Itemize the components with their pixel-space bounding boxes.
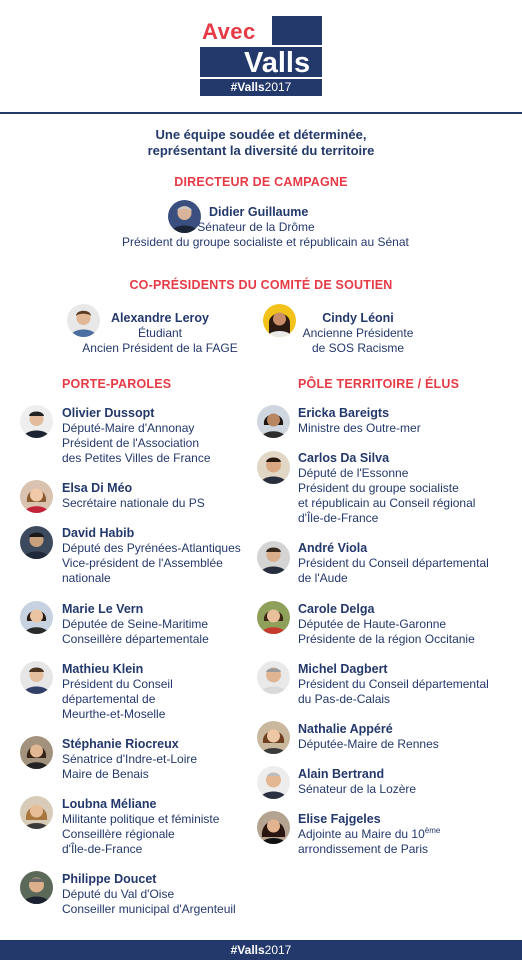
person-name: Stéphanie Riocreux (62, 737, 179, 751)
person-role: Députée de Haute-Garonne (298, 617, 447, 631)
person-role: Ancienne Présidente (302, 326, 414, 340)
person-role: Conseillère régionale (62, 827, 175, 841)
person-elu (298, 451, 475, 526)
person-role: Député des Pyrénées-Atlantiques (62, 541, 241, 555)
avatar (20, 480, 53, 513)
person-role: Sénateur de la Drôme (197, 220, 315, 234)
person-role: Président du groupe socialiste (298, 481, 459, 495)
logo-word-valls: Valls (244, 47, 311, 79)
section-title-pole-territoire: PÔLE TERRITOIRE / ÉLUS (298, 377, 460, 391)
person-name: Carlos Da Silva (298, 451, 390, 465)
person-role: Député du Val d'Oise (62, 887, 175, 901)
person-name: David Habib (62, 526, 135, 540)
person-role: d'Île-de-France (298, 511, 379, 525)
person-role: et républicain au Conseil régional (298, 496, 476, 510)
person-name: Mathieu Klein (62, 662, 144, 676)
person-elu (298, 541, 489, 586)
avatar (257, 721, 290, 754)
person-role: d'Île-de-France (62, 842, 143, 856)
person-role: Ancien Président de la FAGE (82, 341, 238, 355)
section-title-directeur: DIRECTEUR DE CAMPAGNE (174, 175, 348, 189)
person-name: Marie Le Vern (62, 602, 144, 616)
person-role: Sénatrice d'Indre-et-Loire (62, 752, 198, 766)
person-porte-parole (62, 481, 205, 511)
person-role: Président du Conseil départemental (298, 677, 489, 691)
person-name: Loubna Méliane (62, 797, 157, 811)
avatar (257, 451, 290, 484)
header-divider (0, 112, 522, 114)
person-elu (298, 602, 475, 647)
person-role: Vice-président de l'Assemblée (62, 556, 223, 570)
subtitle: Une équipe soudée et déterminée, représentant la diversité du territoire (147, 127, 375, 158)
person-name: Nathalie Appéré (298, 722, 393, 736)
person-copresident (283, 311, 433, 356)
person-role: Conseillère départementale (62, 632, 209, 646)
person-name: Elise Fajgeles (298, 812, 381, 826)
person-elu (298, 662, 489, 707)
person-porte-parole (62, 662, 173, 722)
logo-avec-valls (200, 16, 322, 96)
avatar (257, 661, 290, 694)
person-name: Ericka Bareigts (298, 406, 390, 420)
person-role: Président du Conseil (62, 677, 173, 691)
person-role: Militante politique et féministe (62, 812, 220, 826)
person-porte-parole (62, 406, 211, 466)
person-copresident (80, 311, 240, 356)
person-name: Alexandre Leroy (111, 311, 209, 325)
person-role: Ministre des Outre-mer (298, 421, 421, 435)
person-name: Alain Bertrand (298, 767, 385, 781)
person-role: arrondissement de Paris (298, 842, 429, 856)
person-role: départemental de (62, 692, 156, 706)
person-role: de l'Aude (298, 571, 348, 585)
person-role: Députée de Seine-Maritime (62, 617, 209, 631)
person-role: Sénateur de la Lozère (298, 782, 417, 796)
person-name: Elsa Di Méo (62, 481, 133, 495)
section-title-copresidents: CO-PRÉSIDENTS DU COMITÉ DE SOUTIEN (129, 278, 393, 292)
logo-word-avec: Avec (202, 19, 256, 44)
person-elu (298, 722, 439, 752)
person-name: André Viola (298, 541, 368, 555)
avatar (20, 405, 53, 438)
person-role: de SOS Racisme (311, 341, 405, 355)
person-name: Philippe Doucet (62, 872, 157, 886)
person-role: des Petites Villes de France (62, 451, 211, 465)
person-role: Secrétaire nationale du PS (62, 496, 205, 510)
avatar (20, 796, 53, 829)
person-directeur (122, 205, 422, 250)
person-name: Cindy Léoni (322, 311, 394, 325)
avatar (257, 601, 290, 634)
avatar (20, 871, 53, 904)
person-role: Adjointe au Maire du 10ème (298, 826, 441, 841)
person-role: du Pas-de-Calais (298, 692, 391, 706)
person-role: Président du groupe socialiste et républicain au Sénat (122, 235, 409, 249)
avatar (257, 405, 290, 438)
avatar (257, 541, 290, 574)
avatar (20, 526, 53, 559)
person-role: Maire de Benais (62, 767, 149, 781)
person-porte-parole (62, 526, 241, 586)
person-role: Président du Conseil départemental (298, 556, 489, 570)
person-porte-parole (62, 602, 209, 647)
person-role: Député-Maire d'Annonay (62, 421, 195, 435)
avatar (20, 601, 53, 634)
person-role: Président de l'Association (62, 436, 200, 450)
person-role: Étudiant (137, 326, 183, 340)
person-role: Député de l'Essonne (298, 466, 409, 480)
avatar (257, 811, 290, 844)
avatar (20, 661, 53, 694)
person-role: Députée-Maire de Rennes (298, 737, 439, 751)
avatar (257, 766, 290, 799)
person-elu (298, 406, 421, 436)
person-name: Olivier Dussopt (62, 406, 155, 420)
person-role: Conseiller municipal d'Argenteuil (62, 902, 236, 916)
person-porte-parole (62, 797, 219, 857)
person-name: Michel Dagbert (298, 662, 388, 676)
person-role: Meurthe-et-Moselle (62, 707, 166, 721)
person-name: Didier Guillaume (209, 205, 309, 219)
person-porte-parole (62, 737, 197, 782)
person-role: nationale (62, 571, 111, 585)
section-title-porte-paroles: PORTE-PAROLES (62, 377, 172, 391)
footer-hashtag-bar: #Valls2017 (0, 940, 522, 960)
person-role: Présidente de la région Occitanie (298, 632, 475, 646)
logo-hashtag: #Valls2017 (200, 79, 322, 96)
person-elu (298, 812, 440, 857)
avatar (20, 736, 53, 769)
person-porte-parole (62, 872, 236, 917)
person-elu (298, 767, 416, 797)
person-name: Carole Delga (298, 602, 375, 616)
